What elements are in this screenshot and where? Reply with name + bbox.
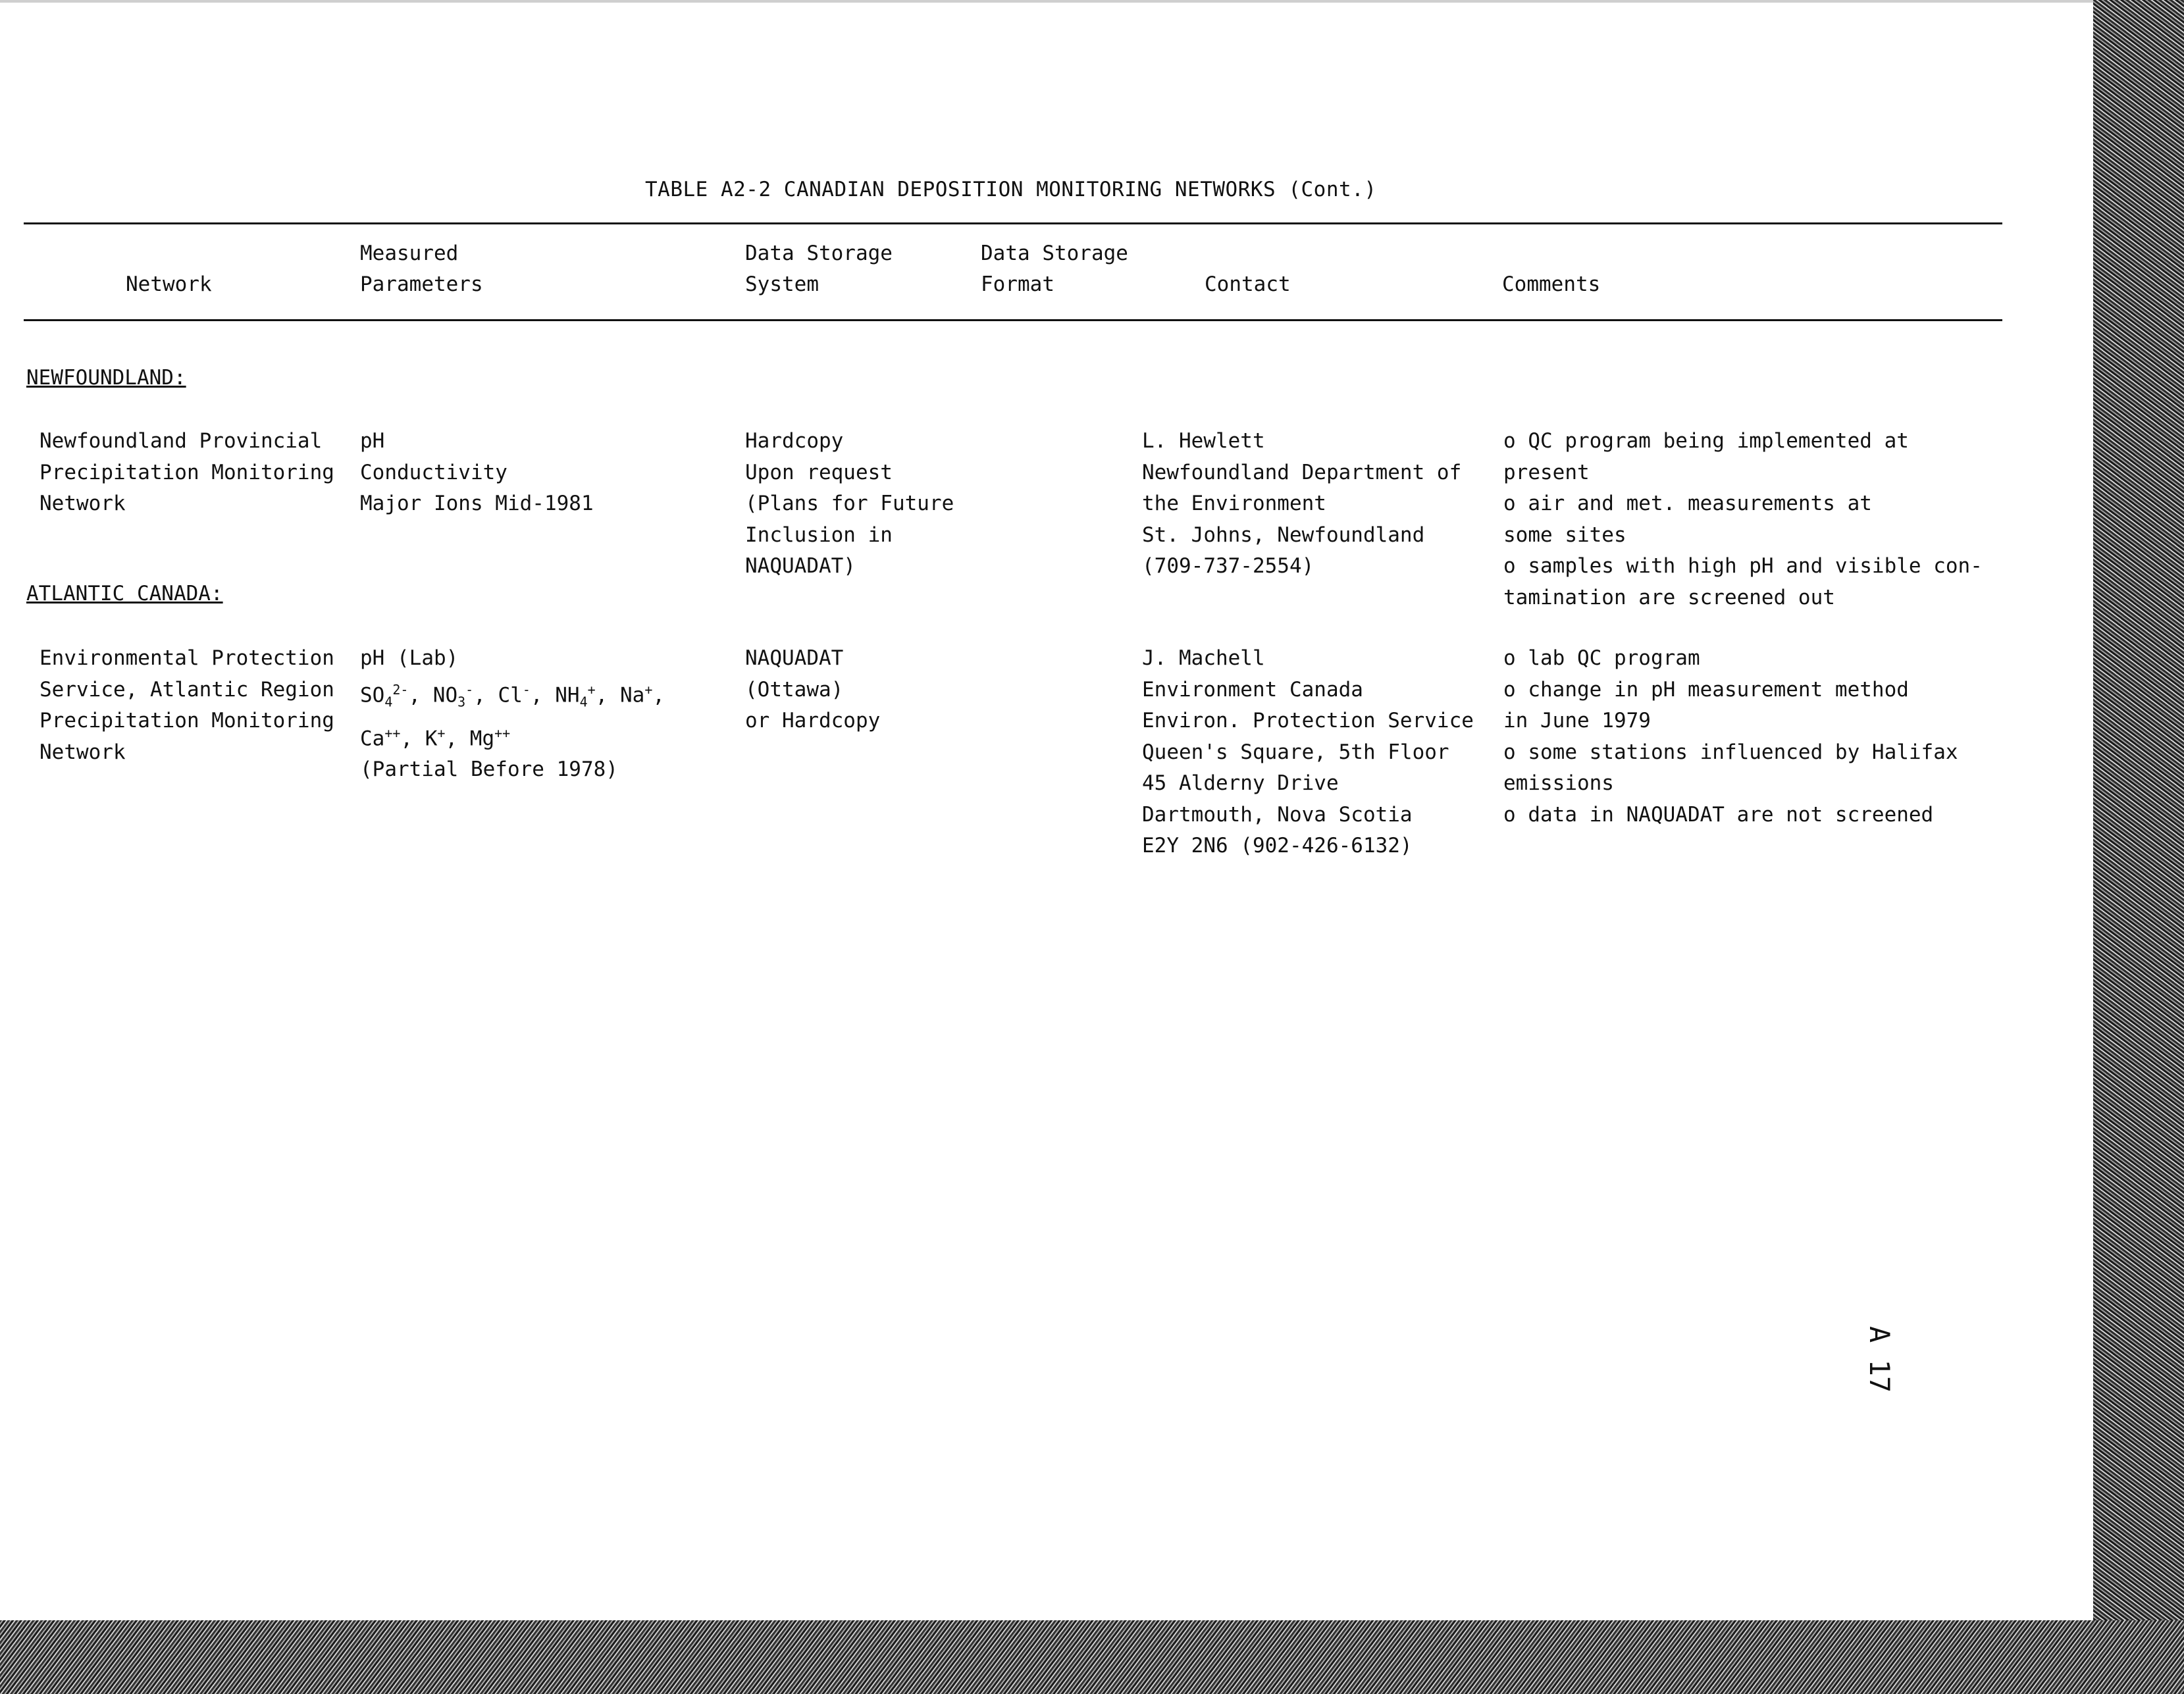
- table-title: TABLE A2-2 CANADIAN DEPOSITION MONITORING NETWORKS (Cont.): [645, 178, 1377, 201]
- header-measured-parameters: Measured Parameters: [360, 242, 483, 296]
- section-atlantic-canada: ATLANTIC CANADA:: [26, 582, 223, 605]
- page-corner: [2041, 1566, 2093, 1620]
- cation-list-line: Ca++, K+, Mg++: [360, 725, 511, 750]
- header-data-storage-system: Data Storage System: [745, 242, 893, 296]
- header-contact: Contact: [1205, 272, 1291, 296]
- ion-list-line: $SO_4^{2-}$, $NO_3^-$, Cl-, $NH_4^+$, Na+,: [360, 681, 665, 710]
- header-comments: Comments: [1502, 272, 1601, 296]
- row2-comments: o lab QC program o change in pH measurement method in June 1979 o some stations influenced by Halifax emissions o data in NAQUADAT are not screened: [1503, 646, 1958, 827]
- row1-parameters: pH Conductivity Major Ions Mid-1981: [360, 429, 594, 515]
- row2-parameters: pH (Lab) $SO_4^{2-}$, $NO_3^-$, Cl-, $NH_4^+$, Na+, Ca++, K+, Mg++ (Partial Before 1978): [360, 646, 665, 782]
- row1-comments: o QC program being implemented at present o air and met. measurements at some sites o samples with high pH and visible con- tamination are screened out: [1503, 429, 1983, 609]
- row1-contact: L. Hewlett Newfoundland Department of the Environment St. Johns, Newfoundland (709-737-2554): [1142, 429, 1462, 578]
- scan-border-bottom: [0, 1620, 2184, 1694]
- row1-network: Newfoundland Provincial Precipitation Monitoring Network: [39, 429, 334, 515]
- row2-storage-system: NAQUADAT (Ottawa) or Hardcopy: [745, 646, 881, 732]
- row2-network: Environmental Protection Service, Atlantic Region Precipitation Monitoring Network: [39, 646, 334, 764]
- header-network: Network: [126, 272, 212, 296]
- scan-border-right: [2093, 0, 2184, 1694]
- header-top-rule: [24, 222, 2002, 224]
- row1-storage-system: Hardcopy Upon request (Plans for Future Inclusion in NAQUADAT): [745, 429, 954, 578]
- section-newfoundland: NEWFOUNDLAND:: [26, 366, 186, 390]
- top-edge-line: [0, 0, 2093, 3]
- header-bottom-rule: [24, 319, 2002, 321]
- row2-contact: J. Machell Environment Canada Environ. Protection Service Queen's Square, 5th Floor 45 Alderny Drive Dartmouth, Nova Scotia E2Y 2N6 (902-426-6132): [1142, 646, 1474, 858]
- header-data-storage-format: Data Storage Format: [981, 242, 1128, 296]
- page-number: A 17: [1863, 1326, 1896, 1393]
